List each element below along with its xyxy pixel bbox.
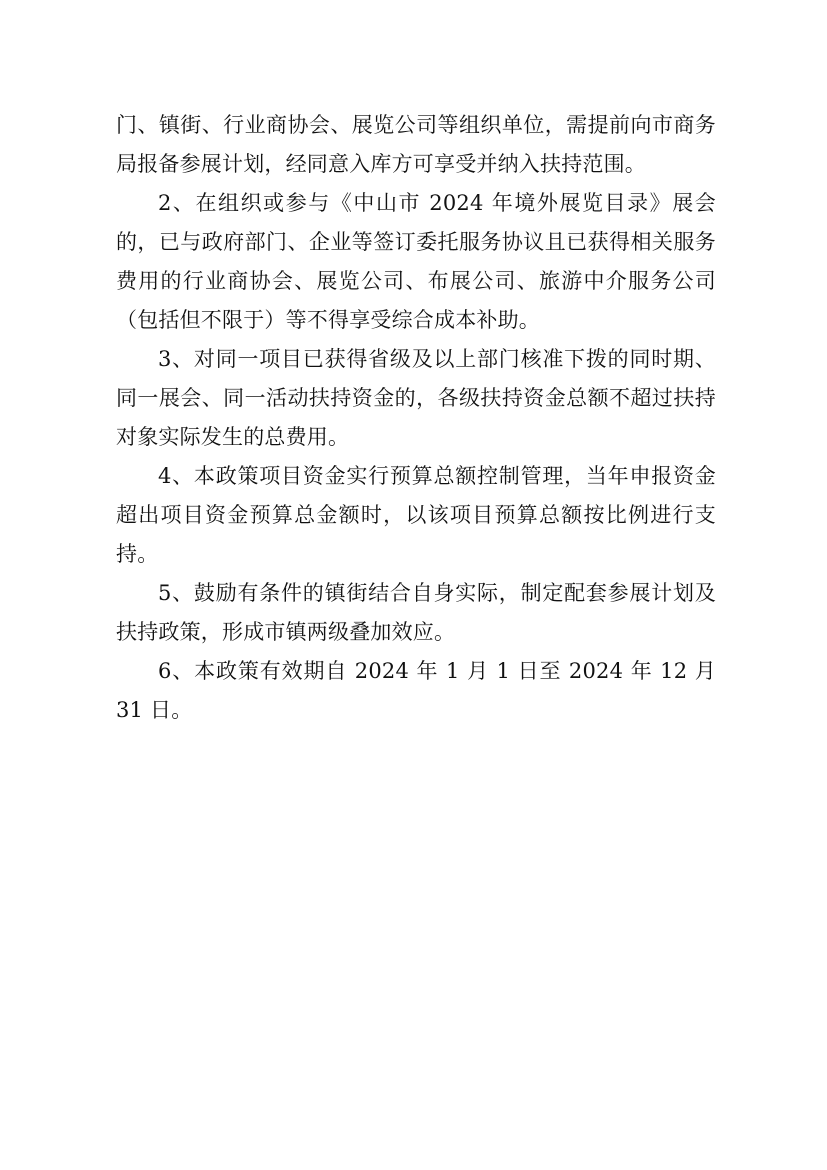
- paragraph-item-5: 5、鼓励有条件的镇街结合自身实际，制定配套参展计划及扶持政策，形成市镇两级叠加效应。: [116, 581, 716, 644]
- paragraph-continuation: 门、镇街、行业商协会、展览公司等组织单位，需提前向市商务局报备参展计划，经同意入库方可享受并纳入扶持范围。: [116, 113, 716, 176]
- paragraph-item-4: 4、本政策项目资金实行预算总额控制管理，当年申报资金超出项目资金预算总金额时，以该项目预算总额按比例进行支持。: [116, 464, 716, 566]
- paragraph-item-6: 6、本政策有效期自 2024 年 1 月 1 日至 2024 年 12 月 31 日。: [116, 659, 716, 722]
- paragraph-item-2: 2、在组织或参与《中山市 2024 年境外展览目录》展会的，已与政府部门、企业等签订委托服务协议且已获得相关服务费用的行业商协会、展览公司、布展公司、旅游中介服务公司（包括但不限于）等不得享受综合成本补助。: [116, 191, 716, 332]
- paragraph-item-3: 3、对同一项目已获得省级及以上部门核准下拨的同时期、同一展会、同一活动扶持资金的，各级扶持资金总额不超过扶持对象实际发生的总费用。: [116, 347, 716, 449]
- document-body: [116, 106, 716, 730]
